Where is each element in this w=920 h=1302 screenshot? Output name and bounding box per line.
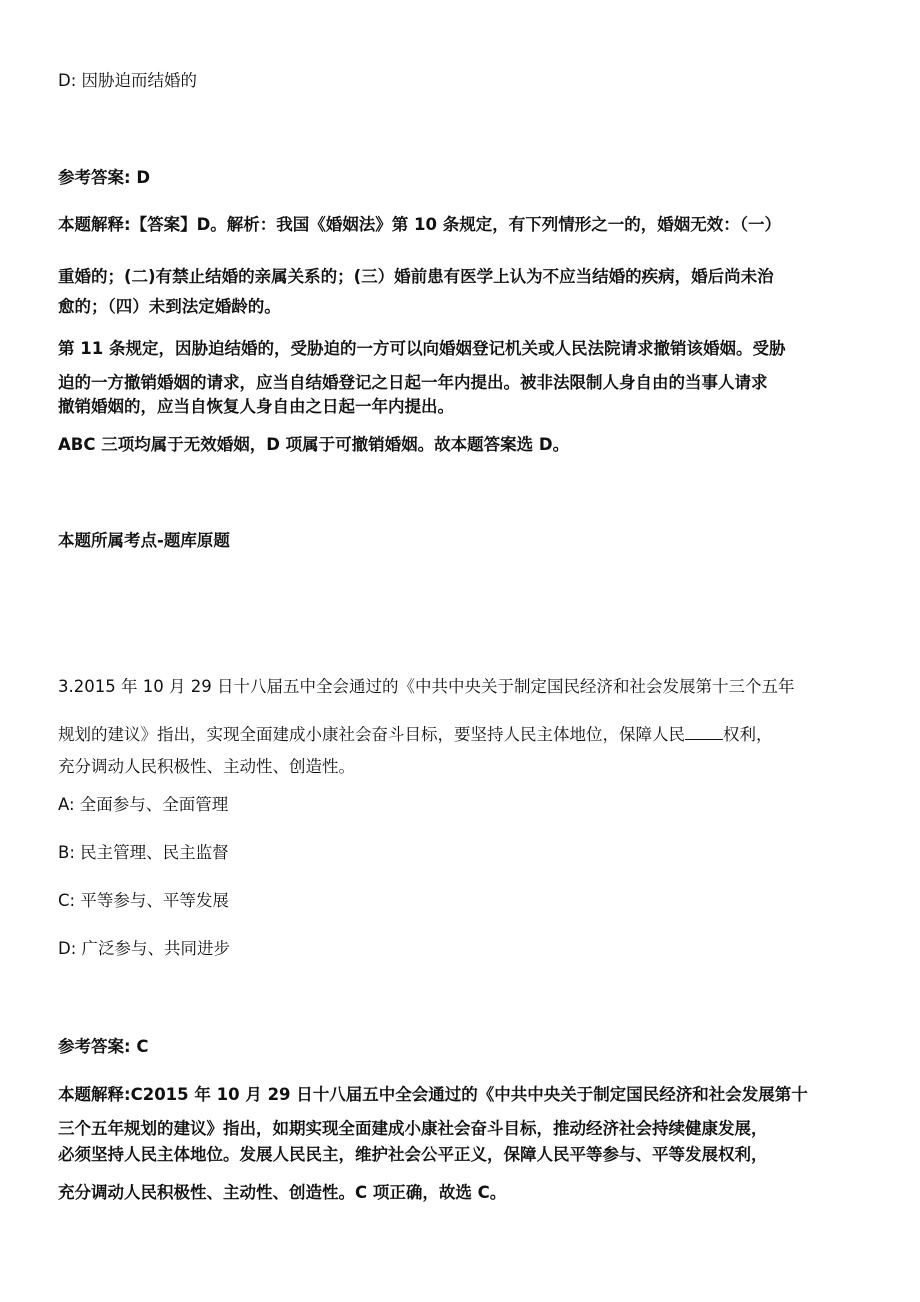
q2-explanation-line-2: 重婚的；(二)有禁止结婚的亲属关系的；(三）婚前患有医学上认为不应当结婚的疾病，婚后尚未治 (58, 267, 774, 286)
q3-option-c: C: 平等参与、平等发展 (58, 891, 229, 910)
q2-explanation-line-5: 迫的一方撤销婚姻的请求，应当自结婚登记之日起一年内提出。被非法限制人身自由的当事人请求 (58, 373, 768, 392)
q3-option-d: D: 广泛参与、共同进步 (58, 939, 231, 958)
q3-stem-line-3: 充分调动人民积极性、主动性、创造性。 (58, 757, 355, 776)
q2-explanation-line-7: ABC 三项均属于无效婚姻，D 项属于可撤销婚姻。故本题答案选 D。 (58, 435, 570, 454)
q2-explanation-line-6: 撤销婚姻的，应当自恢复人身自由之日起一年内提出。 (58, 397, 454, 416)
q3-stem-line-2-before: 规划的建议》指出，实现全面建成小康社会奋斗目标，要坚持人民主体地位，保障人民 (58, 725, 685, 744)
q2-explanation-line-3: 愈的；（四）未到法定婚龄的。 (58, 297, 281, 316)
answer-blank (685, 725, 723, 740)
q2-answer: 参考答案: D (58, 168, 151, 187)
q3-explanation-line-1: 本题解释:C2015 年 10 月 29 日十八届五中全会通过的《中共中央关于制定国民经济和社会发展第十 (58, 1085, 808, 1104)
q3-option-b: B: 民主管理、民主监督 (58, 843, 229, 862)
q3-explanation-line-3: 必须坚持人民主体地位。发展人民民主，维护社会公平正义，保障人民平等参与、平等发展权利， (58, 1145, 768, 1164)
q3-stem-line-2-after: 权利， (723, 725, 773, 744)
q3-stem-line-2 (58, 722, 868, 748)
q2-explanation-line-1: 本题解释:【答案】D。解析：我国《婚姻法》第 10 条规定，有下列情形之一的，婚姻无效：（一） (58, 215, 781, 234)
q2-option-d: D: 因胁迫而结婚的 (58, 71, 198, 90)
q3-explanation-line-2: 三个五年规划的建议》指出，如期实现全面建成小康社会奋斗目标，推动经济社会持续健康发展， (58, 1119, 768, 1138)
q3-option-a: A: 全面参与、全面管理 (58, 795, 229, 814)
q3-stem-line-1: 3.2015 年 10 月 29 日十八届五中全会通过的《中共中央关于制定国民经济和社会发展第十三个五年 (58, 677, 795, 696)
q3-explanation-line-4: 充分调动人民积极性、主动性、创造性。C 项正确，故选 C。 (58, 1183, 507, 1202)
q2-topic: 本题所属考点-题库原题 (58, 531, 230, 550)
q2-explanation-line-4: 第 11 条规定，因胁迫结婚的，受胁迫的一方可以向婚姻登记机关或人民法院请求撤销该婚姻。受胁 (58, 339, 786, 358)
q3-answer: 参考答案: C (58, 1037, 149, 1056)
